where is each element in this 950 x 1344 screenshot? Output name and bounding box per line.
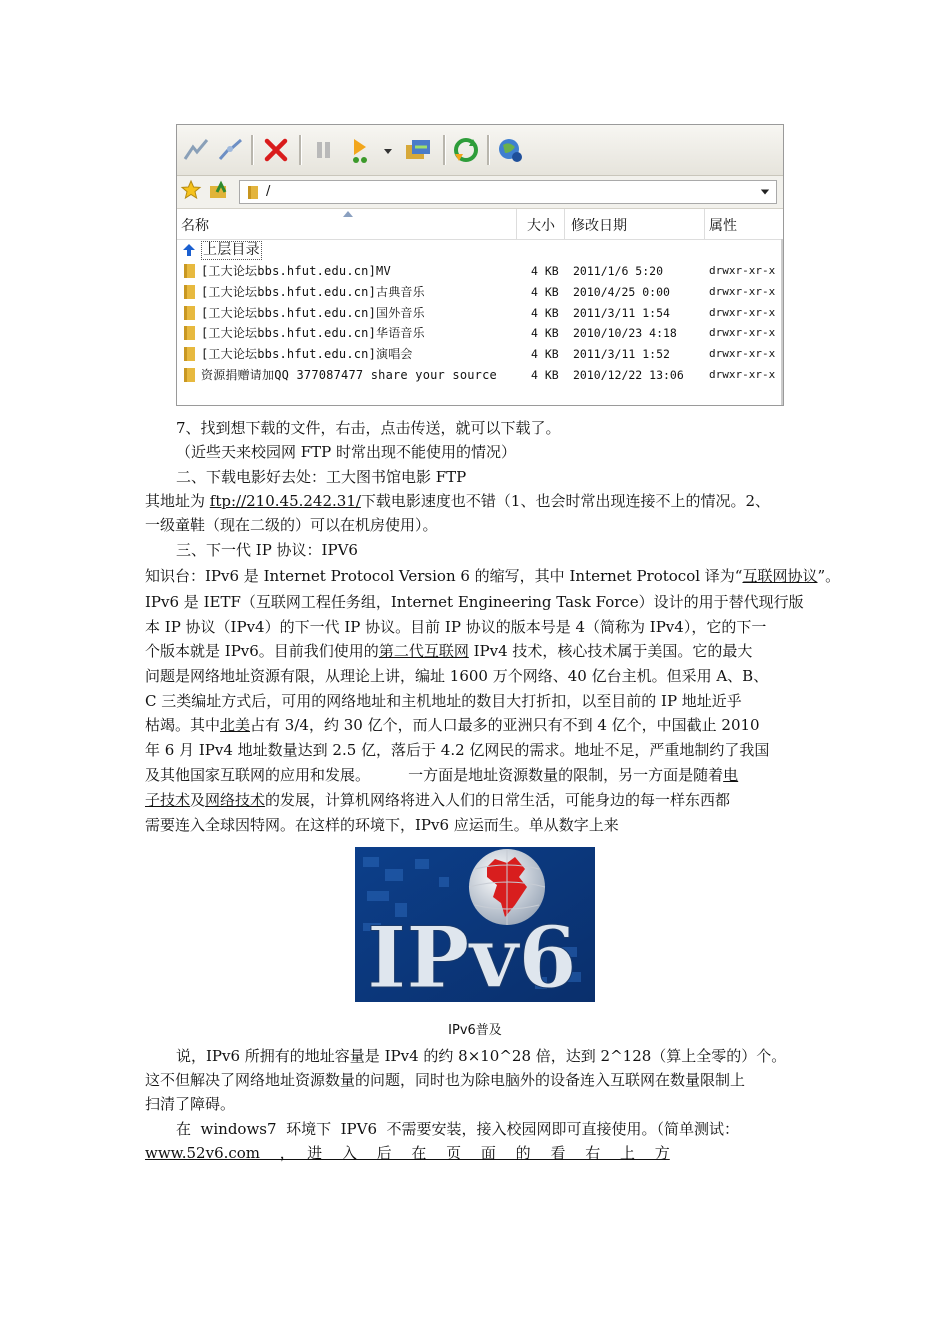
column-header-attributes[interactable] [705, 209, 783, 239]
electronics-link[interactable]: 子技术 [145, 791, 191, 809]
file-name: [工大论坛bbs.hfut.edu.cn]国外音乐 [201, 306, 425, 320]
text: 及其他国家互联网的应用和发展。 一方面是地址资源数量的限制，另一方面是随着 [145, 766, 724, 784]
folder-icon [182, 285, 197, 299]
file-name: [工大论坛bbs.hfut.edu.cn]MV [201, 264, 391, 278]
paragraph: C 三类编址方式后，可用的网络地址和主机地址的数目大打折扣，以至目前的 IP 地址近乎 [145, 692, 742, 710]
paragraph: 年 6 月 IPv4 地址数量达到 2.5 亿，落后于 4.2 亿网民的需求。地址不足，严重地制约了我国 [145, 741, 770, 759]
column-header-date[interactable] [567, 209, 705, 239]
paragraph: IPv6 是 IETF（互联网工程任务组，Internet Engineering Task Force）设计的用于替代现行版 [145, 593, 804, 611]
transfer-icon[interactable] [345, 135, 375, 165]
file-date: 2011/3/11 1:52 [573, 347, 670, 361]
star-icon[interactable] [179, 178, 203, 202]
column-label: 属性 [709, 218, 737, 234]
toolbar-separator [251, 135, 254, 165]
internet-protocol-link[interactable]: 互联网协议 [742, 567, 818, 585]
file-name: 资源捐赠请加QQ 377087477 share your source [201, 368, 497, 382]
refresh-icon[interactable] [451, 135, 481, 165]
electronics-link[interactable]: 电 [723, 766, 739, 784]
paragraph [145, 639, 752, 663]
column-label: 名称 [181, 218, 209, 234]
network-technology-link[interactable]: 网络技术 [205, 791, 266, 809]
paragraph: 扫清了障碍。 [145, 1095, 236, 1113]
column-label: 修改日期 [571, 218, 627, 234]
file-name: [工大论坛bbs.hfut.edu.cn]演唱会 [201, 347, 413, 361]
folder-icon [245, 184, 261, 200]
text: 下载电影速度也不错（1、也会时常出现连接不上的情况。2、 [360, 492, 771, 510]
parent-folder-icon[interactable] [207, 178, 231, 202]
text: 的发展，计算机网络将进入人们的日常生活，可能身边的每一样东西都 [265, 791, 731, 809]
ipv6-logo-image [355, 847, 595, 1002]
paragraph [145, 713, 760, 737]
file-attributes: drwxr-xr-x [709, 326, 776, 339]
paragraph: 7、找到想下载的文件，右击，点击传送，就可以下载了。 [176, 419, 561, 437]
paragraph: 问题是网络地址资源有限，从理论上讲，编址 1600 万个网络、40 亿台主机。但采用 A、B、 [145, 667, 769, 685]
folder-icon [182, 306, 197, 320]
ipv6-logo-text: IPv6 [367, 908, 577, 1002]
chevron-down-icon[interactable] [373, 135, 387, 165]
paragraph [145, 788, 730, 812]
file-attributes: drwxr-xr-x [709, 306, 776, 319]
paragraph [145, 763, 738, 787]
address-bar [177, 176, 783, 209]
path-input[interactable] [239, 180, 777, 204]
file-size: 4 KB [531, 326, 559, 340]
sync-folders-icon[interactable] [403, 135, 433, 165]
paragraph: 一级童鞋（现在二级的）可以在机房使用）。 [145, 516, 438, 534]
file-row[interactable] [177, 282, 783, 302]
paragraph: 这不但解决了网络地址资源数量的问题，同时也为除电脑外的设备连入互联网在数量限制上 [145, 1071, 746, 1089]
file-size: 4 KB [531, 368, 559, 382]
toolbar-separator [487, 135, 490, 165]
text: 枯竭。其中 [145, 716, 221, 734]
file-name: [工大论坛bbs.hfut.edu.cn]华语音乐 [201, 326, 425, 340]
parent-directory-row[interactable] [177, 240, 783, 260]
chevron-down-icon[interactable] [760, 187, 770, 197]
folder-icon [182, 347, 197, 361]
folder-icon [182, 264, 197, 278]
file-row[interactable] [177, 261, 783, 281]
folder-icon [182, 368, 197, 382]
text: 个版本就是 IPv6。目前我们使用的 [145, 642, 379, 660]
disconnect-icon[interactable] [215, 135, 245, 165]
column-label: 大小 [527, 218, 555, 234]
pause-icon[interactable] [309, 135, 339, 165]
file-row[interactable] [177, 365, 783, 385]
paragraph: 本 IP 协议（IPv4）的下一代 IP 协议。目前 IP 协议的版本号是 4（简称为 IPv4），它的下一 [145, 618, 767, 636]
file-attributes: drwxr-xr-x [709, 285, 776, 298]
file-row[interactable] [177, 344, 783, 364]
paragraph [145, 489, 770, 513]
north-america-link[interactable]: 北美 [220, 716, 251, 734]
path-value: / [266, 184, 271, 199]
toolbar [177, 125, 783, 176]
file-date: 2010/4/25 0:00 [573, 285, 670, 299]
file-date: 2011/3/11 1:54 [573, 306, 670, 320]
file-size: 4 KB [531, 285, 559, 299]
toolbar-separator [299, 135, 302, 165]
file-attributes: drwxr-xr-x [709, 368, 776, 381]
file-size: 4 KB [531, 347, 559, 361]
file-list-header [177, 209, 783, 240]
test-site-link[interactable]: www.52v6.com ， 进 入 后 在 页 面 的 看 右 上 方 [145, 1144, 670, 1162]
toolbar-separator [443, 135, 446, 165]
file-date: 2011/1/6 5:20 [573, 264, 664, 278]
file-row[interactable] [177, 323, 783, 343]
paragraph: 说，IPv6 所拥有的地址容量是 IPv4 的约 8×10^28 倍，达到 2^128（算上全零的）个。 [176, 1047, 787, 1065]
image-caption: IPv6普及 [448, 1023, 502, 1038]
paragraph: （近些天来校园网 FTP 时常出现不能使用的情况） [176, 443, 517, 461]
file-date: 2010/10/23 4:18 [573, 326, 677, 340]
second-gen-internet-link[interactable]: 第二代互联网 [378, 642, 469, 660]
text: 知识台：IPv6 是 Internet Protocol Version 6 的缩写，其中 Internet Protocol 译为“ [145, 567, 743, 585]
text: 占有 3/4，约 30 亿个，而人口最多的亚洲只有不到 4 亿个，中国截止 2010 [250, 716, 760, 734]
paragraph: 需要连入全球因特网。在这样的环境下，IPv6 应运而生。单从数字上来 [145, 816, 619, 834]
file-size: 4 KB [531, 306, 559, 320]
text: 及 [190, 791, 206, 809]
folder-icon [182, 326, 197, 340]
file-name: 上层目录 [203, 242, 260, 258]
sort-ascending-icon [343, 211, 353, 217]
section-heading: 三、下一代 IP 协议：IPV6 [176, 541, 358, 559]
paragraph [145, 564, 840, 588]
ipv6-logo-graphic [355, 847, 595, 1002]
file-row[interactable] [177, 303, 783, 323]
scrollbar[interactable] [781, 239, 783, 405]
up-arrow-icon [182, 243, 197, 257]
connect-icon[interactable] [181, 135, 211, 165]
file-attributes: drwxr-xr-x [709, 347, 776, 360]
ftp-client-screenshot [176, 124, 784, 406]
file-attributes: drwxr-xr-x [709, 264, 776, 277]
column-header-size[interactable] [523, 209, 565, 239]
section-heading: 二、下载电影好去处：工大图书馆电影 FTP [176, 468, 467, 486]
text: ”。 [817, 567, 841, 585]
text: IPv4 技术，核心技术属于美国。它的最大 [468, 642, 753, 660]
delete-icon[interactable] [261, 135, 291, 165]
file-date: 2010/12/22 13:06 [573, 368, 684, 382]
file-name: [工大论坛bbs.hfut.edu.cn]古典音乐 [201, 285, 425, 299]
paragraph: 在 windows7 环境下 IPV6 不需要安装，接入校园网即可直接使用。（简单测试： [176, 1120, 740, 1138]
text: 其地址为 [145, 492, 210, 510]
file-size: 4 KB [531, 264, 559, 278]
column-header-name[interactable] [177, 209, 517, 239]
ftp-link[interactable]: ftp://210.45.242.31/ [209, 492, 361, 510]
site-manager-icon[interactable] [495, 135, 525, 165]
